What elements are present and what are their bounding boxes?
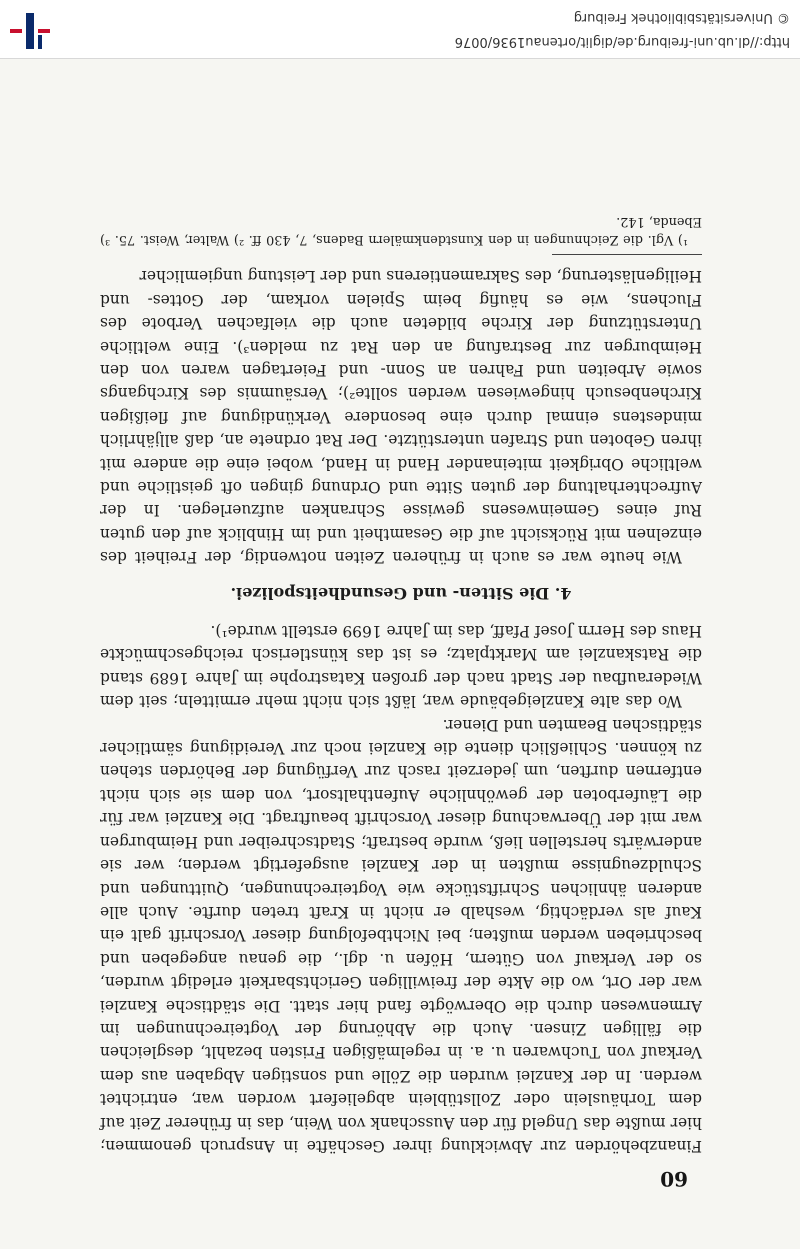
footer-copyright: © Universitätsbibliothek Freiburg <box>573 10 790 25</box>
paragraph-2: Wo das alte Kanzleigebäude war, läßt sich nicht mehr ermitteln; seit dem Wiederaufbau der Stadt nach der großen Katastrophe im Jahre 1689 stand die Ratskanzlei am Marktplatz; es ist das künstlerisch reichgeschmückte Haus des Herrn Josef Pfaff, das im Jahre 1699 erstellt wurde¹). <box>100 622 702 711</box>
page-scan <box>0 59 800 1249</box>
footnote-divider <box>552 254 702 255</box>
paragraph-1: Finanzbehörden zur Abwicklung ihrer Geschäfte in Anspruch genommen; hier mußte das Ungeld für den Ausschank von Wein, das in früherer Zeit auf dem Torhäuslein oder Zollstüblein abgeliefert worden war, entrichtet werden. In der Kanzlei wurden die Zölle und sonstigen Abgaben aus dem Verkauf von Tuchwaren u. a. in regelmäßigen Fristen bezahlt, desgleichen die fälligen Zinsen. Auch die Abhörung der Vogteirechnungen im Armenwesen durch die Oberwögte fand hier statt. Die städtische Kanzlei war der Ort, wo die Akte der freiwilligen Gerichtsbarkeit erledigt wurden, so der Verkauf von Gütern, Höfen u. dgl., die genau angegeben und beschrieben werden mußten; bei Nichtbefolgung dieser Vorschrift galt ein Kauf als verdächtig, weshalb er nicht in Kraft treten durfte. Auch alle anderen ähnlichen Schriftstücke wie Vogteirechnungen, Quittungen und Schuldzeugnisse mußten in der Kanzlei ausgefertigt werden; wer sie anderwärts herstellen ließ, wurde bestraft; Stadtschreiber und Heimburgen war mit der Überwachung dieser Vorschrift beauftragt. Die Kanzlei war für die Läuferboten der gewöhnliche Aufenthaltsort, von dem sie sich nicht entfernen durften, um jederzeit rasch zur Verfügung der Behörden stehen zu können. Schließlich diente die Kanzlei noch zur Vereidigung sämtlicher städtischen Beamten und Diener. <box>100 715 702 1155</box>
footer-bar <box>0 0 800 59</box>
footer-url[interactable]: http://dl.ub.uni-freiburg.de/diglit/ortenau1936/0076 <box>454 34 790 49</box>
page-number: 60 <box>660 1167 688 1191</box>
section-heading: 4. Die Sitten- und Gesundheitspolizei. <box>230 583 572 603</box>
body-text <box>100 212 702 1157</box>
paragraph-3: Wie heute war es auch in früheren Zeiten notwendig, der Freiheit des einzelnen mit Rücksicht auf die Gesamtheit und im Hinblick auf den guten Ruf eines Gemeinwesens gewisse Schranken aufzuerlegen. In der Aufrechterhaltung der guten Sitte und Ordnung gingen oft geistliche und weltliche Obrigkeit miteinander Hand in Hand, wobei eine die andere mit ihren Geboten und Strafen unterstützte. Der Rat ordnete an, daß alljährlich mindestens einmal durch eine besondere Verkündigung auf fleißigen Kirchenbesuch hingewiesen werden sollte²); Versäumnis des Kirchgangs sowie Arbeiten und Fahren an Sonn- und Feiertagen waren von den Heimburgen zur Bestrafung an den Rat zu melden³). Eine weltliche Unterstützung der Kirche bildeten auch die vielfachen Verbote des Fluchens, wie es häufig beim Spielen vorkam, der Gottes- und Heiligenlästerung, des Sakramentierens und der Leistung ungiemlicher <box>100 267 702 567</box>
footnotes: ¹) Vgl. die Zeichnungen in den Kunstdenkmälern Badens, 7, 430 ff. ²) Walter, Weist. 75. ³) Ebenda, 142. <box>100 213 702 247</box>
ub-freiburg-logo-icon <box>8 9 52 53</box>
